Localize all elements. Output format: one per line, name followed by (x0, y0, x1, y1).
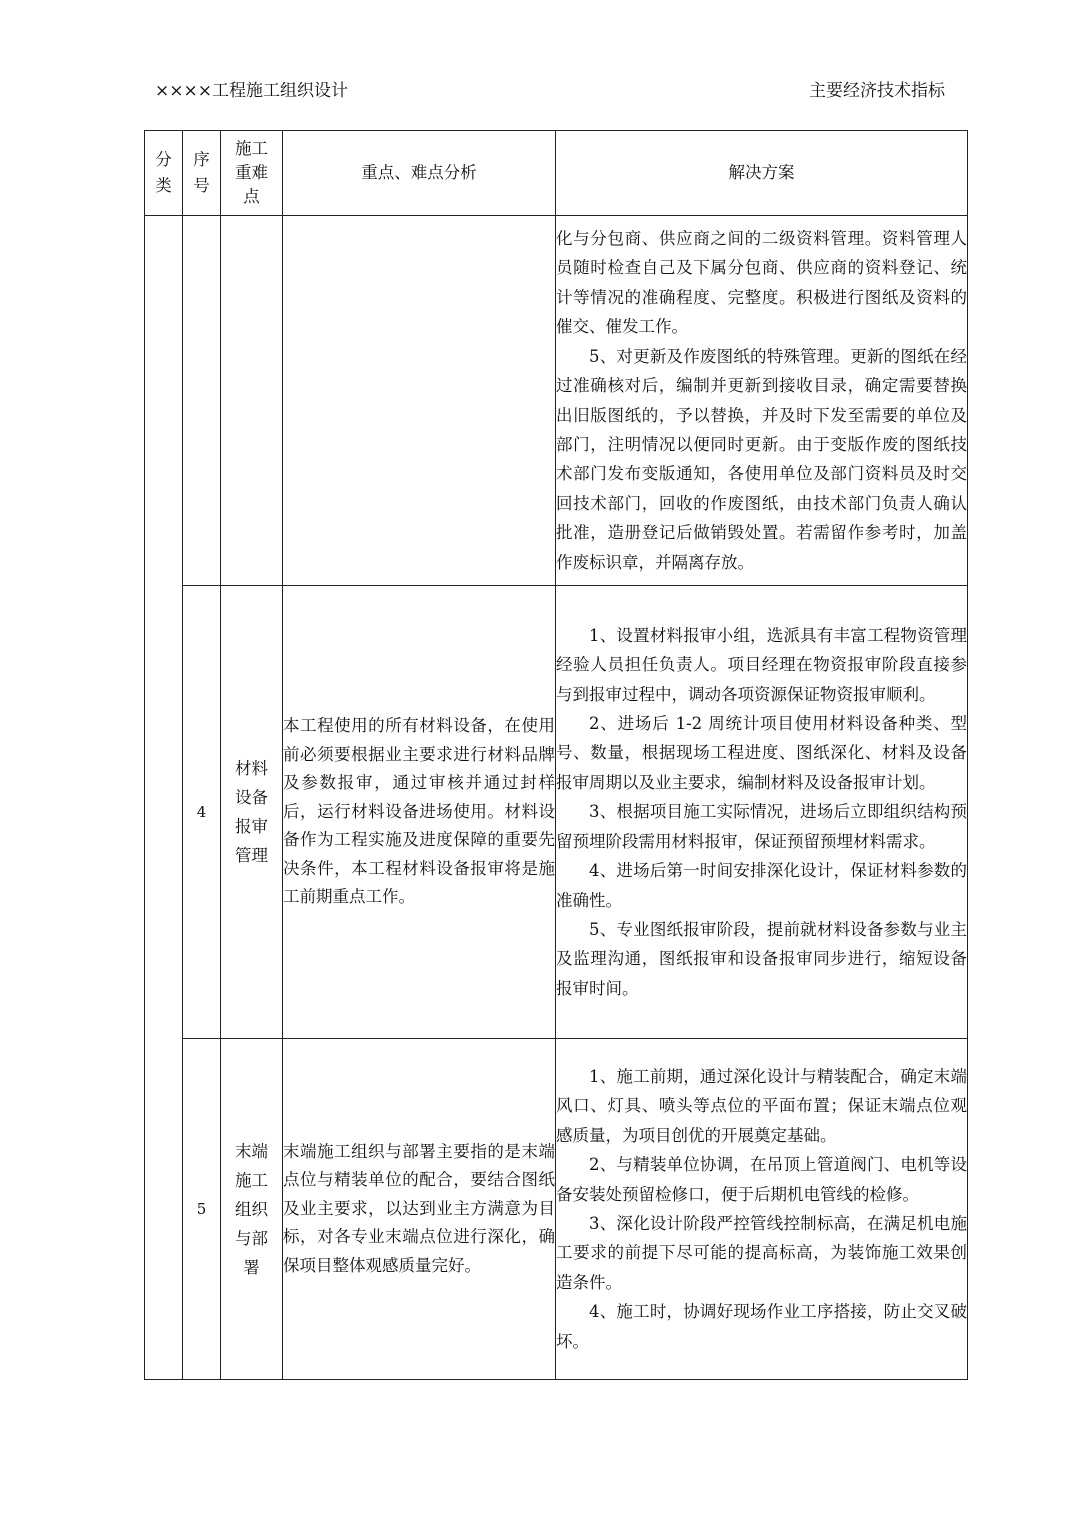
solution-paragraph: 2、与精装单位协调，在吊顶上管道阀门、电机等设备安装处预留检修口，便于后期机电管线的检修。 (556, 1155, 967, 1204)
seq-cell (183, 216, 221, 586)
solution-paragraph: 4、施工时，协调好现场作业工序搭接，防止交叉破坏。 (556, 1302, 967, 1351)
seq-cell: 5 (183, 1039, 221, 1380)
header-category: 分类 (145, 131, 183, 216)
solution-paragraph: 5、对更新及作废图纸的特殊管理。更新的图纸在经过准确核对后，编制并更新到接收目录，确定需要替换出旧版图纸的，予以替换，并及时下发至需要的单位及部门，注明情况以便同时更新。由于变版作废的图纸技术部门发布变版通知，各使用单位及部门资料员及时交回技术部门，回收的作废图纸，由技术部门负责人确认批准，造册登记后做销毁处置。若需留作参考时，加盖作废标识章，并隔离存放。 (556, 346, 967, 572)
section-title: 主要经济技术指标 (809, 81, 945, 101)
solution-paragraph: 1、施工前期，通过深化设计与精装配合，确定末端风口、灯具、喷头等点位的平面布置；保证末端点位观感质量，为项目创优的开展奠定基础。 (556, 1066, 967, 1145)
difficulty-name-cell: 末端施工组织与部署 (221, 1039, 283, 1380)
solution-paragraph: 5、专业图纸报审阶段，提前就材料设备参数与业主及监理沟通，图纸报审和设备报审同步进行，缩短设备报审时间。 (556, 919, 967, 998)
solution-cell (556, 216, 968, 586)
analysis-cell (283, 216, 556, 586)
header-difficulty: 施工重难点 (221, 131, 283, 216)
category-cell (145, 216, 183, 1380)
difficulty-analysis-table (144, 130, 968, 1380)
solution-paragraph: 3、深化设计阶段严控管线控制标高，在满足机电施工要求的前提下尽可能的提高标高，为装饰施工效果创造条件。 (556, 1214, 967, 1292)
difficulty-name-cell: 材料设备报审管理 (221, 586, 283, 1039)
table-row (145, 216, 968, 586)
difficulty-name-cell (221, 216, 283, 586)
solution-paragraph: 3、根据项目施工实际情况，进场后立即组织结构预留预埋阶段需用材料报审，保证预留预埋材料需求。 (556, 802, 967, 851)
solution-paragraph: 2、进场后 1-2 周统计项目使用材料设备种类、型号、数量，根据现场工程进度、图纸深化、材料及设备报审周期以及业主要求，编制材料及设备报审计划。 (556, 714, 967, 792)
table-row (145, 586, 968, 1039)
solution-cell (556, 586, 968, 1039)
table-header-row (145, 131, 968, 216)
table-row (145, 1039, 968, 1380)
header-analysis: 重点、难点分析 (283, 131, 556, 216)
solution-cell (556, 1039, 968, 1380)
seq-cell: 4 (183, 586, 221, 1039)
header-seq: 序号 (183, 131, 221, 216)
solution-paragraph: 1、设置材料报审小组，选派具有丰富工程物资管理经验人员担任负责人。项目经理在物资报审阶段直接参与到报审过程中，调动各项资源保证物资报审顺利。 (556, 625, 967, 704)
analysis-cell: 本工程使用的所有材料设备，在使用前必须要根据业主要求进行材料品牌及参数报审，通过审核并通过封样后，运行材料设备进场使用。材料设备作为工程实施及进度保障的重要先决条件，本工程材料设备报审将是施工前期重点工作。 (283, 586, 556, 1039)
solution-paragraph: 4、进场后第一时间安排深化设计，保证材料参数的准确性。 (556, 861, 967, 910)
document-title: ××××工程施工组织设计 (155, 81, 348, 101)
solution-paragraph: 化与分包商、供应商之间的二级资料管理。资料管理人员随时检查自己及下属分包商、供应商的资料登记、统计等情况的准确程度、完整度。积极进行图纸及资料的催交、催发工作。 (556, 229, 967, 337)
header-solution: 解决方案 (556, 131, 968, 216)
analysis-cell: 末端施工组织与部署主要指的是末端点位与精装单位的配合，要结合图纸及业主要求，以达到业主方满意为目标，对各专业末端点位进行深化，确保项目整体观感质量完好。 (283, 1039, 556, 1380)
page-header (155, 78, 945, 104)
